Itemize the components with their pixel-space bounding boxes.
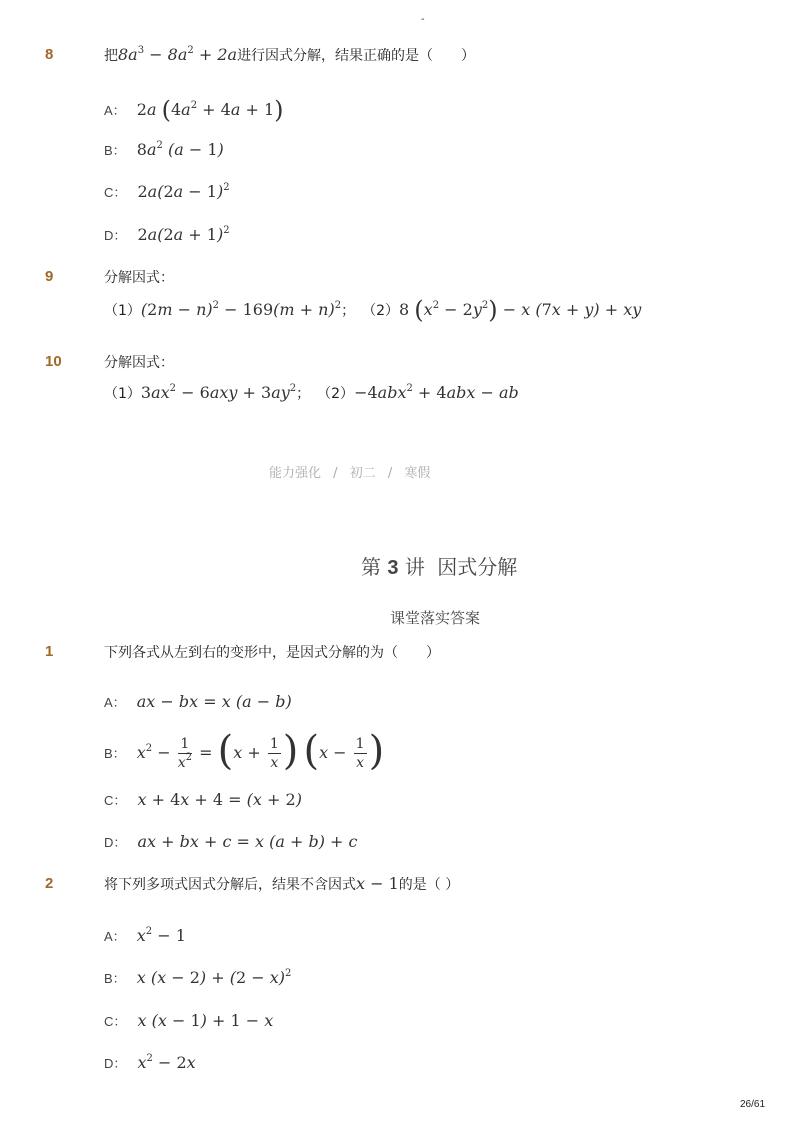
option-d bbox=[104, 832, 358, 851]
question-1-stem: 下列各式从左到右的变形中，是因式分解的为（ ） bbox=[104, 645, 440, 661]
option-a bbox=[104, 926, 186, 945]
question-2-stem-suffix: 的是（ ） bbox=[398, 877, 460, 893]
breadcrumb-item[interactable]: 寒假 bbox=[404, 466, 431, 481]
lesson-suffix: 讲 bbox=[404, 555, 425, 579]
option-c bbox=[104, 1011, 273, 1030]
option-label: D： bbox=[104, 228, 127, 243]
breadcrumb-separator: / bbox=[333, 466, 338, 481]
option-label: C： bbox=[104, 185, 127, 200]
option-c-math: x (x − 1) + 1 − x bbox=[137, 1011, 274, 1030]
option-label: B： bbox=[104, 143, 126, 158]
lesson-number: 3 bbox=[387, 557, 399, 579]
question-8-stem-prefix: 把 bbox=[104, 48, 118, 64]
option-c-math: x + 4x + 4 = (x + 2) bbox=[137, 790, 302, 809]
option-c bbox=[104, 790, 302, 809]
option-label: A： bbox=[104, 695, 126, 710]
question-number-2: 2 bbox=[45, 875, 54, 892]
option-label: B： bbox=[104, 746, 126, 761]
question-9-part-1-math: $(2m - n)^2 - 169(m + n)^2$ bbox=[140, 300, 342, 319]
question-10-part-2-math: −4abx$^2$ + 4abx − ab bbox=[354, 383, 519, 402]
option-label: B： bbox=[104, 971, 126, 986]
option-b bbox=[104, 140, 224, 159]
question-number-8: 8 bbox=[45, 46, 54, 63]
option-d-math: ax + bx + c = x (a + b) + c bbox=[137, 832, 358, 851]
option-a-math: ax − bx = x (a − b) bbox=[136, 692, 292, 711]
question-number-1: 1 bbox=[45, 643, 54, 660]
breadcrumb-item[interactable]: 能力强化 bbox=[269, 466, 322, 481]
lesson-prefix: 第 bbox=[361, 555, 381, 579]
option-d-math: $2a(2a + 1)^2$ bbox=[137, 225, 230, 244]
option-label: D： bbox=[104, 1056, 127, 1071]
option-b-math: $x^2$ − $\frac{1}{x^2}$ = (x + $\frac{1}{x}$ ) (x − $\frac{1}{x}$ ) bbox=[136, 728, 385, 774]
option-label: D： bbox=[104, 835, 127, 850]
question-9-part-2-math: 8 $(x^2 - 2y^2) - x$ (7x + y) + xy bbox=[399, 296, 642, 324]
option-d bbox=[104, 1053, 196, 1072]
option-d bbox=[104, 225, 230, 244]
option-b-math: x $(x - 2) + (2 - x)^2$ bbox=[136, 968, 292, 987]
part-separator: ； bbox=[341, 303, 356, 319]
option-a-math: 2a $(4a^2 + 4a + 1)$ bbox=[136, 96, 284, 124]
lesson-topic: 因式分解 bbox=[437, 555, 518, 579]
question-2-stem-prefix: 将下列多项式因式分解后，结果不含因式 bbox=[104, 877, 356, 893]
question-8-stem-suffix: 进行因式分解，结果正确的是（ ） bbox=[237, 48, 476, 64]
question-8-expression: $8a^3 - 8a^2 + 2a$ bbox=[118, 45, 238, 64]
question-9-parts bbox=[104, 296, 641, 324]
question-2-expression: x − 1 bbox=[356, 874, 399, 893]
question-number-10: 10 bbox=[45, 353, 62, 370]
option-b bbox=[104, 728, 384, 774]
part-separator: ； bbox=[296, 386, 311, 402]
part-label: （2） bbox=[369, 303, 399, 319]
option-label: C： bbox=[104, 793, 127, 808]
question-10-parts bbox=[104, 383, 519, 403]
option-a bbox=[104, 692, 292, 711]
option-a-math: $x^2 - 1$ bbox=[136, 926, 186, 945]
header-mark: - bbox=[421, 14, 425, 25]
question-number-9: 9 bbox=[45, 268, 54, 285]
question-10-part-1-math: $3ax^2 - 6axy + 3ay^2$ bbox=[140, 383, 297, 402]
question-8-stem bbox=[104, 45, 475, 65]
breadcrumb-item[interactable]: 初二 bbox=[349, 466, 376, 481]
option-label: A： bbox=[104, 103, 126, 118]
part-label: （1） bbox=[104, 303, 141, 319]
part-label: （2） bbox=[324, 386, 355, 402]
option-c bbox=[104, 182, 230, 201]
option-label: A： bbox=[104, 929, 126, 944]
option-b-math: $8a^2$ (a − 1) bbox=[136, 140, 224, 159]
option-b bbox=[104, 968, 291, 987]
page-number: 26/61 bbox=[740, 1099, 766, 1110]
breadcrumb bbox=[269, 462, 430, 481]
lesson-title bbox=[361, 551, 517, 580]
option-d-math: $x^2 - 2x$ bbox=[137, 1053, 196, 1072]
part-label: （1） bbox=[104, 386, 141, 402]
section-subtitle: 课堂落实答案 bbox=[390, 609, 481, 627]
question-10-stem: 分解因式： bbox=[104, 355, 174, 371]
breadcrumb-separator: / bbox=[387, 466, 393, 481]
option-a bbox=[104, 96, 284, 124]
option-label: C： bbox=[104, 1014, 127, 1029]
option-c-math: $2a(2a - 1)^2$ bbox=[137, 182, 230, 201]
question-2-stem bbox=[104, 874, 459, 894]
question-9-stem: 分解因式： bbox=[104, 270, 174, 286]
